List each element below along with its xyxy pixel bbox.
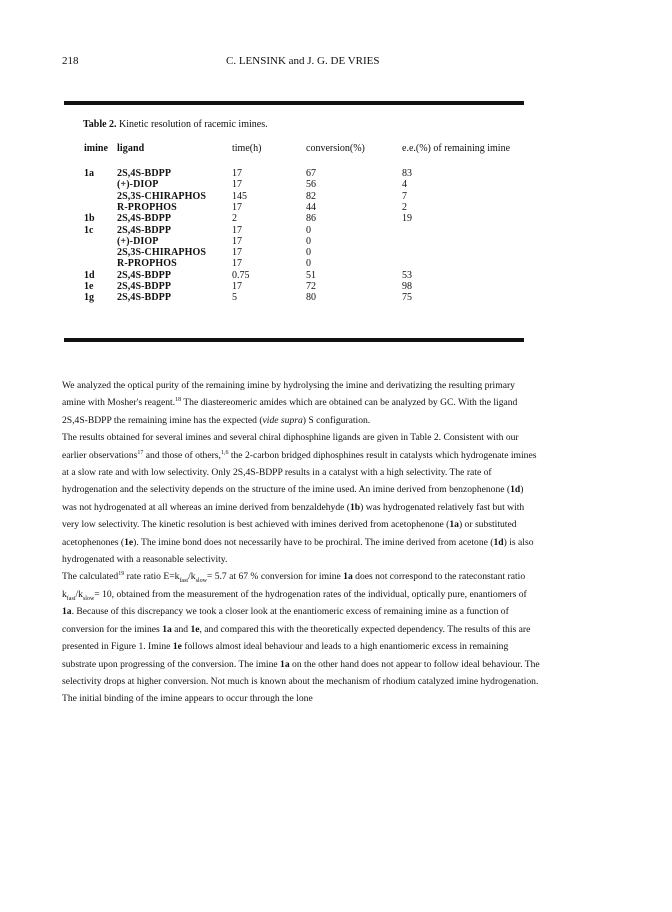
column-header-ligand: ligand — [117, 143, 145, 154]
cell-imine: 1b — [84, 213, 95, 225]
cell-ligand: 2S,4S-BDPP — [117, 213, 172, 225]
running-head — [0, 55, 672, 71]
cell-conversion: 0 — [306, 235, 311, 247]
cell-conversion: 67 — [306, 168, 316, 179]
cell-ligand: 2S,3S-CHIRAPHOS — [117, 190, 207, 202]
cell-ligand: R-PROPHOS — [117, 258, 177, 270]
cell-imine: 1g — [84, 292, 94, 304]
cell-time: 17 — [232, 281, 242, 292]
cell-time: 17 — [232, 235, 242, 247]
cell-conversion: 86 — [306, 213, 316, 225]
cell-ee: 75 — [402, 292, 412, 304]
table-top-rule — [64, 101, 524, 105]
cell-ligand: 2S,4S-BDPP — [117, 168, 172, 179]
cell-ee: 98 — [402, 281, 412, 292]
cell-ligand: 2S,4S-BDPP — [117, 292, 172, 304]
body-text — [62, 377, 540, 708]
cell-time: 17 — [232, 247, 242, 259]
cell-ligand: 2S,4S-BDPP — [117, 281, 172, 292]
cell-time: 17 — [232, 201, 242, 213]
cell-time: 17 — [232, 179, 242, 191]
cell-conversion: 56 — [306, 179, 316, 191]
cell-conversion: 0 — [306, 224, 311, 236]
cell-time: 17 — [232, 258, 242, 270]
cell-conversion: 82 — [306, 190, 316, 202]
cell-conversion: 0 — [306, 247, 311, 259]
cell-imine: 1c — [84, 224, 94, 236]
cell-time: 145 — [232, 190, 247, 202]
cell-imine: 1e — [84, 281, 94, 292]
cell-time: 5 — [232, 292, 237, 304]
page-number: 218 — [62, 55, 79, 67]
cell-ee: 53 — [402, 269, 412, 281]
cell-ligand: 2S,4S-BDPP — [117, 224, 172, 236]
paragraph: The calculated$^{19}$ rate ratio $E=k_{fast}/k_{slow}= 5.7$ at 67 % conversion for imine 1a does not correspond to the rateconstant ratio $k_{fast}/k_{slow}= 10$, obtained from the measurement of the hydrogenation rates of the individual, optically pure, enantiomers of 1a. Because of this discrepancy we took a closer look at the enantiomeric excess of remaining imine as a function of conversion for the imines 1a and 1e, and compared this with the theoretically expected dependency. The results of this are presented in Figure 1. Imine 1e follows almost ideal behaviour and leads to a high enantiomeric excess in remaining substrate upon progressing of the conversion. The imine 1a on the other hand does not appear to follow ideal behaviour. The selectivity drops at higher conversion. Not much is known about the mechanism of rhodium catalyzed imine hydrogenation. The initial binding of the imine appears to occur through the lone — [62, 571, 540, 705]
cell-ee: 4 — [402, 179, 407, 191]
cell-time: 17 — [232, 168, 242, 179]
cell-ligand: 2S,3S-CHIRAPHOS — [117, 247, 207, 259]
table-bottom-rule — [64, 338, 524, 342]
column-header-ee: e.e.(%) of remaining imine — [402, 143, 511, 154]
paragraph: The results obtained for several imines and several chiral diphosphine ligands are given in Table 2. Consistent with our earlier observations$^{17}$ and those of others,$^{1,6}$ the 2-carbon bridged diphosphines result in catalysts which hydrogenate imines at a slow rate and with low selectivity. Only 2S,4S-BDPP results in a catalyst with a high selectivity. The rate of hydrogenation and the selectivity depends on the structure of the imine used. An imine derived from benzophenone (1d) was not hydrogenated at all whereas an imine derived from benzaldehyde (1b) was hydrogenated relatively fast but with very low selectivity. The kinetic resolution is best achieved with imines derived from acetophenone (1a) or substituted acetophenones (1e). The imine bond does not necessarily have to be prochiral. The imine derived from acetone (1d) is also hydrogenated with a reasonable selectivity. — [62, 432, 537, 566]
column-header-imine: imine — [84, 143, 108, 154]
cell-ee: 19 — [402, 213, 412, 225]
cell-imine: 1a — [84, 168, 94, 179]
column-header-time: time(h) — [232, 143, 262, 154]
cell-ligand: 2S,4S-BDPP — [117, 269, 172, 281]
cell-conversion: 72 — [306, 281, 316, 292]
cell-conversion: 44 — [306, 201, 316, 213]
cell-ee: 2 — [402, 201, 407, 213]
cell-conversion: 80 — [306, 292, 316, 304]
cell-ee: 83 — [402, 168, 412, 179]
cell-time: 2 — [232, 213, 237, 225]
cell-ligand: (+)-DIOP — [117, 179, 159, 191]
column-header-conversion: conversion(%) — [306, 143, 365, 154]
cell-conversion: 0 — [306, 258, 311, 270]
table-caption — [83, 119, 268, 130]
cell-time: 0.75 — [232, 269, 250, 281]
cell-ligand: (+)-DIOP — [117, 235, 159, 247]
cell-conversion: 51 — [306, 269, 316, 281]
running-head-authors: C. LENSINK and J. G. DE VRIES — [226, 55, 380, 67]
table-caption-text: Kinetic resolution of racemic imines. — [119, 119, 268, 130]
cell-time: 17 — [232, 224, 242, 236]
cell-imine: 1d — [84, 269, 95, 281]
table-label: Table 2. — [83, 119, 117, 130]
cell-ligand: R-PROPHOS — [117, 201, 177, 213]
paragraph: We analyzed the optical purity of the remaining imine by hydrolysing the imine and derivatizing the resulting primary amine with Mosher's reagent.$^{18}$ The diastereomeric amides which are obtained can be analyzed by GC. With the ligand 2S,4S-BDPP the remaining imine has the expected (vide supra) S configuration. — [62, 380, 518, 426]
cell-ee: 7 — [402, 190, 407, 202]
